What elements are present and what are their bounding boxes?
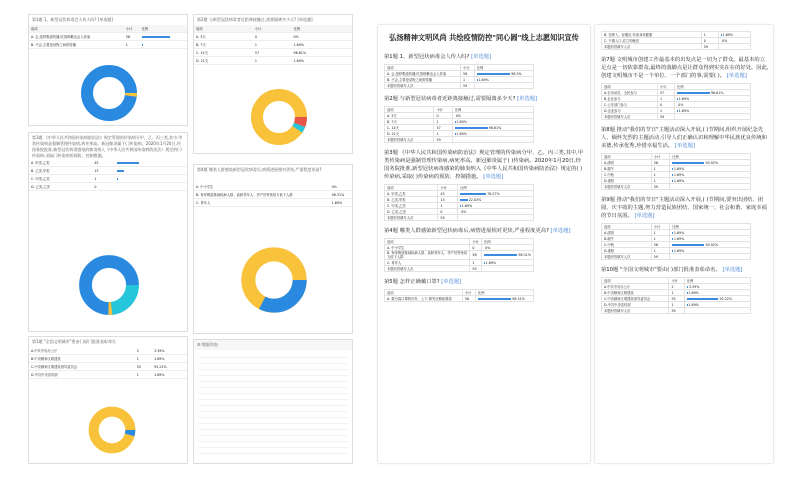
option-count: 1 — [701, 32, 718, 38]
question-text — [384, 227, 586, 235]
option-label: C. 青年人 — [194, 199, 330, 207]
option-label: A. 中小学生 — [385, 245, 470, 251]
ratio-bar — [460, 199, 467, 201]
col-option: 选项 — [385, 185, 438, 191]
question-1 — [378, 53, 590, 89]
valid-label: 本题有效填写人次 — [385, 137, 434, 143]
valid-label: 本题有效填写人次 — [602, 308, 669, 314]
question-header: 第1题 1、新型冠状病毒会人传人吗? [单选题] — [32, 17, 113, 22]
option-label: C.公安部门参与 — [602, 102, 658, 108]
option-label: D. 乙类,乙类 — [29, 183, 92, 191]
ratio-bar — [672, 180, 673, 182]
question-header: 第3题 《中华人民共和国传染病防治法》规定管理的传染病分甲、乙、丙三类,其中,甲类传染病是强制管理传染病,病死率高。新冠肺炎属于( )传染病。2020年1月20日,经国务院批准,新型冠状病毒感染的肺炎纳入《中华人民共和国传染病防治法》规定的( )传染病,采取( )传染病的预防、控制措施。 — [32, 135, 183, 158]
option-ratio: 3.39% — [688, 284, 700, 289]
question-text — [384, 53, 586, 61]
option-count: 1 — [434, 119, 452, 125]
result-table — [29, 159, 187, 191]
option-ratio: 1.69% — [152, 371, 187, 379]
valid-label: 本题有效填写人次 — [602, 184, 652, 190]
option-ratio: 1.69% — [292, 57, 352, 65]
question-type-tag: [单选题] — [517, 96, 538, 102]
option-label: D. 乙类,乙类 — [385, 209, 438, 215]
col-ratio: 比例 — [670, 224, 751, 230]
question-text — [601, 266, 769, 274]
option-label: D.中共中央宣传部 — [29, 371, 135, 379]
col-option: 选项 — [385, 65, 461, 71]
question-header: 第2题 与新型冠状病毒者近距离接触过,需要隔离多少天? [单选题] — [197, 17, 313, 22]
option-ratio: 0% — [678, 102, 684, 107]
col-option: 选项 — [602, 84, 658, 90]
option-ratio: 98.3% — [511, 71, 522, 76]
col-option: 选项 — [602, 224, 652, 230]
data-list-label: 数据列表 — [201, 342, 218, 347]
option-count: 56 — [651, 160, 669, 166]
ratio-bar — [677, 110, 678, 112]
option-label: A.清明 — [602, 230, 652, 236]
result-table — [601, 223, 751, 260]
question-type-tag: [单选题] — [726, 73, 747, 79]
col-option: 选项 — [602, 278, 669, 284]
option-count: 1 — [253, 57, 292, 65]
option-label: A. 中小学生 — [194, 183, 330, 191]
result-table — [384, 106, 534, 143]
option-count: 1 — [669, 302, 684, 308]
option-label: C. 14天 — [385, 125, 434, 131]
option-count: 0 — [438, 209, 458, 215]
list-icon: ☰ — [197, 342, 201, 347]
col-ratio: 比例 — [140, 25, 187, 33]
valid-label: 本题有效填写人次 — [385, 83, 461, 89]
option-label: B. 不会,主要是动物之间的传播 — [385, 77, 461, 83]
col-option: 选项 — [602, 154, 652, 160]
option-ratio: 98.31% — [330, 191, 352, 199]
col-option: 选项 — [194, 25, 253, 33]
col-ratio: 比例 — [292, 25, 352, 33]
screenshot-q10 — [28, 336, 188, 464]
option-label: B.企业参与 — [602, 96, 658, 102]
option-count: 45 — [92, 159, 115, 167]
col-option: 选项 — [385, 107, 434, 113]
document-title: 弘扬精神文明风尚 共绘疫情防控"同心圆"线上志愿知识宣传 — [389, 33, 579, 42]
option-count: 57 — [434, 125, 452, 131]
option-ratio: 0% — [485, 245, 491, 250]
option-ratio: 1.69% — [688, 302, 699, 307]
question-type-tag: [单选题] — [722, 267, 743, 273]
option-ratio: 93.22% — [152, 363, 187, 371]
option-count: 1 — [92, 175, 115, 183]
valid-label: 本题有效填写人次 — [602, 114, 658, 120]
option-count: 1 — [651, 166, 669, 172]
option-count: 13 — [92, 167, 115, 175]
option-ratio: 94.92% — [705, 242, 719, 247]
result-table — [29, 25, 187, 49]
ratio-bar — [672, 174, 673, 176]
question-9 — [595, 196, 773, 260]
col-ratio: 比例 — [474, 65, 533, 71]
option-count: 1 — [651, 230, 669, 236]
option-label: B.中央精神文明建设 — [29, 355, 135, 363]
option-ratio: 0% — [722, 38, 728, 43]
col-count: 小计 — [470, 239, 482, 245]
col-count: 小计 — [651, 224, 669, 230]
question-5 — [378, 278, 590, 302]
option-label: C.中央精神文明建设指导委员会 — [602, 296, 669, 302]
ratio-bar — [672, 232, 673, 234]
valid-count: 59 — [651, 254, 669, 260]
ratio-bar — [477, 73, 510, 75]
question-10 — [595, 266, 773, 314]
col-count: 小计 — [657, 84, 674, 90]
option-count: 1 — [657, 108, 674, 114]
col-ratio: 比例 — [458, 185, 534, 191]
col-ratio: 比例 — [452, 107, 533, 113]
question-text — [601, 56, 769, 80]
screenshot-q2 — [193, 14, 353, 154]
data-list-toolbar — [194, 340, 352, 350]
question-text — [601, 196, 769, 220]
option-count: 58 — [470, 251, 482, 260]
question-stem: 第9题 推动"我们的节日"主题活动深入开展,( )节期间,要突出团结、团圆、庆丰收的主题,努力营造民族团结、国家统一、社会和谐、家庭幸福的节日氛围。 — [601, 197, 767, 219]
question-4 — [378, 227, 590, 272]
option-label: B.中央精神文明建设 — [602, 290, 669, 296]
option-label: B.端午 — [602, 236, 652, 242]
option-ratio: 1.69% — [688, 290, 699, 295]
col-ratio: 比例 — [670, 154, 751, 160]
option-count: 56 — [651, 242, 669, 248]
col-count: 小计 — [461, 65, 475, 71]
question-stem: 第10题 "全国文明城市"要由( )部门批准表彰命名。 — [601, 267, 721, 273]
document-page-2 — [595, 25, 773, 463]
option-label: B. 乙类,甲类 — [385, 197, 438, 203]
col-count: 小计 — [462, 290, 475, 296]
option-count: 0 — [470, 245, 482, 251]
option-count: 55 — [669, 296, 684, 302]
question-stem: 第2题 与新型冠状病毒者近距离接触过,需要隔离多少天? — [384, 96, 516, 102]
question-3 — [378, 149, 590, 221]
option-label: A. 甲类,乙类 — [29, 159, 92, 167]
col-option: 选项 — [385, 239, 470, 245]
option-count: 57 — [253, 49, 292, 57]
question-text — [384, 149, 586, 181]
valid-label: 本题有效填写人次 — [385, 215, 438, 221]
option-label: A. 要分清口罩的内外、上下,鼻夹应紧贴鼻梁 — [385, 296, 463, 302]
question-8 — [595, 126, 773, 190]
result-table — [384, 64, 534, 89]
ratio-bar — [484, 254, 517, 256]
question-stem: 第8题 推动"我们的节日"主题活动深入开展,( )节期间,组织开展纪念先人、缅怀先烈的主题活动,引导人们正确认识和理解中华民族优良传统和美德,传承优秀,珍惜幸福生活。 — [601, 127, 767, 149]
question-header: 第1题 "全国文明城市"要由( )部门批准表彰命名 — [32, 339, 116, 344]
option-ratio: 1.69% — [478, 77, 489, 82]
valid-count: 59 — [657, 114, 674, 120]
donut-chart — [249, 87, 309, 147]
col-count: 小计 — [669, 278, 684, 284]
result-table — [384, 238, 534, 272]
option-count: 58 — [461, 71, 475, 77]
result-table — [29, 347, 187, 379]
ratio-bar — [672, 244, 704, 246]
question-text — [384, 278, 586, 286]
ratio-bar — [455, 127, 488, 129]
col-count: 小计 — [434, 107, 452, 113]
option-label: A. 3天 — [385, 113, 434, 119]
col-ratio: 比例 — [475, 290, 533, 296]
question-2 — [378, 95, 590, 143]
col-count: 小计 — [438, 185, 458, 191]
option-count: 0 — [92, 183, 115, 191]
ratio-bar — [721, 34, 722, 36]
option-ratio: 1.69% — [722, 32, 734, 37]
donut-chart — [77, 253, 141, 317]
question-type-tag: [单选题] — [441, 279, 462, 285]
option-ratio: 0% — [461, 209, 467, 214]
ratio-bar — [677, 98, 678, 100]
option-label: B. 有呼吸道基础疾病人群、高龄老年人、孕产妇等免疫力低下人群 — [385, 251, 470, 260]
option-label: D. 21天 — [385, 131, 434, 137]
question-7 — [595, 56, 773, 120]
screenshot-q4 — [193, 164, 353, 334]
option-ratio: 1.69% — [485, 260, 497, 265]
option-count: 58 — [462, 296, 475, 302]
ratio-bar — [478, 298, 511, 300]
option-ratio: 1.69% — [330, 199, 352, 207]
col-ratio: 比例 — [675, 84, 751, 90]
option-count: 1 — [470, 260, 482, 266]
question-type-tag: [单选题] — [471, 54, 492, 60]
option-count: 1 — [135, 355, 152, 363]
col-count: 小计 — [253, 25, 292, 33]
valid-count: 59 — [438, 215, 458, 221]
option-ratio: 1.69% — [461, 203, 473, 208]
valid-count: 59 — [434, 137, 452, 143]
option-label: C.中秋 — [602, 172, 652, 178]
option-label: B.端午 — [602, 166, 652, 172]
option-ratio: 1.69% — [673, 178, 685, 183]
donut-chart — [79, 63, 139, 123]
option-ratio: 1.69% — [292, 41, 352, 49]
option-ratio: 1.69% — [673, 248, 685, 253]
donut-chart — [87, 405, 137, 455]
option-count: 1 — [651, 236, 669, 242]
option-label: B. 7天 — [194, 41, 253, 49]
data-rows — [198, 352, 348, 459]
option-label: C. 甲类,乙类 — [29, 175, 92, 183]
option-ratio: 94.92% — [705, 160, 719, 165]
option-label: A.中共中央办公厅 — [29, 347, 135, 355]
option-ratio: 93.22% — [719, 296, 733, 301]
screenshot-q1 — [28, 14, 188, 126]
valid-count: 59 — [669, 308, 684, 314]
option-count: 1 — [438, 203, 458, 209]
option-ratio: 1.69% — [673, 172, 685, 177]
ratio-bar — [672, 168, 673, 170]
valid-label: 本题有效填写人次 — [602, 44, 702, 50]
valid-label: 本题有效填写人次 — [602, 254, 652, 260]
option-label: C. 甲类,乙类 — [385, 203, 438, 209]
screenshot-q3 — [28, 132, 188, 332]
option-label: D.重阳 — [602, 178, 652, 184]
option-count: 0 — [253, 33, 292, 41]
col-ratio: 比例 — [481, 239, 533, 245]
option-label: C. 不慎入口,应立即就医 — [602, 38, 702, 44]
question-type-tag: [单选题] — [483, 174, 504, 180]
question-header: 第4题 哪类人群感染新型冠状病毒后,病情进展相对更快,严重程度更高? — [197, 167, 322, 172]
option-label: A. 会,是呼吸道传播,吃饭咳嗽也会人传染 — [385, 71, 461, 77]
result-table — [601, 277, 751, 314]
option-label: D.重阳 — [602, 248, 652, 254]
option-ratio: 1.69% — [673, 166, 685, 171]
question-type-tag: [单选题] — [550, 228, 571, 234]
option-count: 1 — [651, 248, 669, 254]
option-count: 1 — [124, 41, 140, 49]
option-count: 58 — [124, 33, 140, 41]
option-count: 1 — [669, 290, 684, 296]
ratio-bar — [687, 298, 719, 300]
option-count: 13 — [438, 197, 458, 203]
question-text — [384, 95, 586, 103]
question-stem: 第3题 《中华人民共和国传染病防治法》规定管理的传染病分甲、乙、丙三类,其中,甲类传染病是强制管理传染病,病死率高。新冠肺炎属于( )传染病。2020年1月20日,经国务院批准,新型冠状病毒感染的肺炎纳入《中华人民共和国传染病防治法》规定的( )传染病,采取( )传染病的预防、控制措施。 — [384, 150, 584, 180]
option-count: 1 — [253, 41, 292, 49]
option-ratio: 96.61% — [488, 125, 502, 130]
option-count: 0 — [434, 113, 452, 119]
option-label: B. 7天 — [385, 119, 434, 125]
option-ratio: 1.69% — [456, 119, 467, 124]
ratio-bar — [484, 262, 485, 264]
option-label: A.清明 — [602, 160, 652, 166]
option-label: D. 21天 — [194, 57, 253, 65]
option-label: C.中央精神文明建设指导委员会 — [29, 363, 135, 371]
ratio-bar — [672, 238, 673, 240]
valid-count: 59 — [461, 83, 475, 89]
option-count: 1 — [657, 96, 674, 102]
question-text — [601, 126, 769, 150]
ratio-bar — [687, 286, 688, 288]
option-label: C.中秋 — [602, 242, 652, 248]
result-table — [194, 25, 352, 65]
option-count: 55 — [135, 363, 152, 371]
result-table-continued — [601, 31, 751, 50]
col-ratio: 比例 — [684, 278, 750, 284]
option-count: 1 — [135, 371, 152, 379]
option-ratio: 1.69% — [456, 131, 467, 136]
option-ratio: 76.27% — [487, 191, 500, 196]
result-table — [194, 183, 352, 207]
option-ratio: 1.69% — [673, 236, 685, 241]
option-label: D.中共中央宣传部 — [602, 302, 669, 308]
question-stem: 第5题 怎样正确戴口罩? — [384, 279, 440, 285]
result-table — [601, 153, 751, 190]
col-option: 选项 — [385, 290, 463, 296]
ratio-bar — [460, 205, 461, 207]
ratio-bar — [672, 250, 673, 252]
option-ratio: 0% — [292, 33, 352, 41]
question-stem: 第1题 1、新型冠状病毒会人传人吗? — [384, 54, 470, 60]
option-count: 2 — [135, 347, 152, 355]
question-type-tag: [单选题] — [634, 213, 655, 219]
option-ratio: 3.39% — [152, 347, 187, 355]
option-label: A. 3天 — [194, 33, 253, 41]
option-label: A.全市动员、全民参与 — [602, 90, 658, 96]
col-option: 选项 — [29, 25, 124, 33]
option-count: 0 — [701, 38, 718, 44]
col-count: 小计 — [124, 25, 140, 33]
option-ratio: 1.69% — [678, 108, 690, 113]
option-ratio: 1.69% — [673, 230, 685, 235]
left-collage — [28, 14, 358, 464]
option-count: 1 — [651, 178, 669, 184]
option-count: 1 — [434, 131, 452, 137]
option-ratio: 0% — [455, 113, 462, 118]
option-ratio: 0% — [330, 183, 352, 191]
option-label: A.中共中央办公厅 — [602, 284, 669, 290]
option-ratio: 98.31% — [518, 253, 531, 257]
ratio-bar — [460, 193, 486, 195]
option-label: A. 甲类,乙类 — [385, 191, 438, 197]
valid-count: 59 — [651, 184, 669, 190]
donut-chart — [239, 245, 309, 315]
option-ratio: 22.03% — [468, 197, 482, 202]
col-count: 小计 — [651, 154, 669, 160]
document-page-1 — [378, 25, 590, 463]
option-label: B. 乙类,甲类 — [29, 167, 92, 175]
question-type-tag: [单选题] — [674, 143, 695, 149]
option-label: B. 有呼吸道基础疾病人群、高龄老年人、孕产妇等免疫力低下人群 — [194, 191, 330, 199]
option-ratio: 1.69% — [678, 96, 690, 101]
option-ratio: 96.61% — [710, 90, 724, 95]
valid-label: 本题有效填写人次 — [385, 266, 470, 272]
option-count: 1 — [461, 77, 475, 83]
question-stem: 第7题 文明城市创建工作最基本的出发点是一切为了群众。最基本的立足点是一切依靠群众,最终的落脚点是让群众得到实实在在的好处。因此,创建文明城市不是一个单位、一个部门的事,需要( )。 — [601, 57, 769, 79]
ratio-bar — [677, 92, 710, 94]
option-label: B. 不会,主要是动物之间的传播 — [29, 41, 124, 49]
option-label: D.企业参与 — [602, 108, 658, 114]
option-count: 2 — [669, 284, 684, 290]
ratio-bar — [672, 162, 704, 164]
option-label: B. 在吸入、吞服后,有害身体健康 — [602, 32, 702, 38]
option-count: 0 — [657, 102, 674, 108]
option-label: C. 14天 — [194, 49, 253, 57]
option-label: C. 青年人 — [385, 260, 470, 266]
result-table — [601, 83, 751, 120]
option-ratio: 98.31% — [512, 296, 525, 301]
option-ratio: 1.69% — [152, 355, 187, 363]
result-table — [384, 184, 534, 221]
screenshot-data-list — [193, 339, 353, 464]
question-stem: 第4题 哪类人群感染新型冠状病毒后,病情进展相对更快,严重程度更高? — [384, 228, 549, 234]
option-count: 45 — [438, 191, 458, 197]
option-count: 57 — [657, 90, 674, 96]
option-count: 1 — [651, 172, 669, 178]
valid-count: 59 — [701, 44, 718, 50]
option-ratio: 96.61% — [292, 49, 352, 57]
valid-count: 59 — [470, 266, 482, 272]
result-table — [384, 289, 534, 302]
option-label: A. 会,是呼吸道传播,吃饭咳嗽也会人传染 — [29, 33, 124, 41]
